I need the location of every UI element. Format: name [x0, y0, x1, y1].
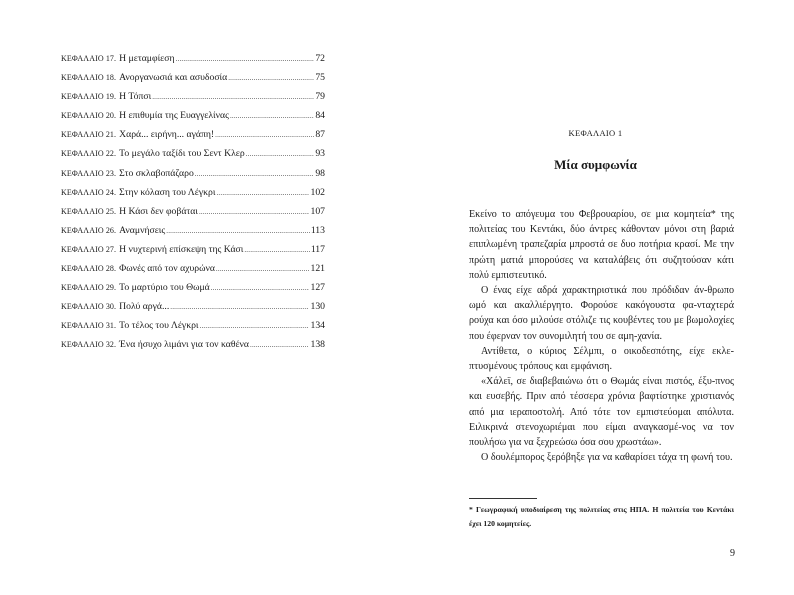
toc-chapter-title: Ανοργανωσιά και ασυδοσία: [119, 72, 228, 84]
toc-page-number: 72: [315, 53, 325, 64]
toc-chapter-title: Η νυχτερινή επίσκεψη της Κάσι: [119, 243, 244, 255]
toc-chapter-label: ΚΕΦΑΛΑΙΟ 23.: [61, 168, 117, 178]
toc-leader-dots: [195, 165, 315, 184]
toc-chapter-title: Το τέλος του Λέγκρι: [119, 320, 199, 332]
toc-leader-dots: [244, 241, 309, 260]
toc-entry: [61, 240, 325, 259]
toc-chapter-title: Η μεταμφίεση: [119, 53, 175, 64]
toc-entry: [61, 297, 325, 316]
toc-chapter-title: Η Τόπσι: [119, 91, 152, 103]
toc-chapter-label: ΚΕΦΑΛΑΙΟ 26.: [61, 225, 117, 235]
toc-page-number: 102: [310, 186, 325, 198]
toc-chapter-title: Πολύ αργά...: [119, 301, 170, 313]
toc-leader-dots: [228, 69, 314, 88]
toc-leader-dots: [246, 145, 315, 164]
toc-leader-dots: [230, 107, 314, 126]
table-of-contents: [61, 49, 325, 355]
toc-chapter-label: ΚΕΦΑΛΑΙΟ 18.: [61, 73, 117, 83]
page-number: 9: [730, 548, 735, 559]
toc-page-number: 121: [310, 263, 325, 275]
toc-leader-dots: [250, 336, 309, 355]
toc-leader-dots: [211, 279, 310, 298]
toc-chapter-label: ΚΕΦΑΛΑΙΟ 30.: [61, 302, 117, 312]
toc-chapter-label: ΚΕΦΑΛΑΙΟ 17.: [61, 54, 117, 63]
toc-page-number: 138: [310, 339, 325, 351]
toc-chapter-label: ΚΕΦΑΛΑΙΟ 19.: [61, 92, 117, 102]
toc-entry: [61, 335, 325, 354]
toc-chapter-title: Χαρά... ειρήνη... αγάπη!: [119, 129, 215, 141]
toc-page-number: 79: [315, 91, 325, 103]
toc-page-number: 117: [310, 243, 325, 255]
toc-chapter-label: ΚΕΦΑΛΑΙΟ 27.: [61, 244, 117, 254]
toc-entry: [61, 144, 325, 163]
toc-page-number: 93: [315, 148, 325, 160]
toc-chapter-label: ΚΕΦΑΛΑΙΟ 21.: [61, 130, 117, 140]
toc-leader-dots: [170, 298, 309, 317]
toc-leader-dots: [199, 203, 309, 222]
toc-chapter-label: ΚΕΦΑΛΑΙΟ 22.: [61, 149, 117, 159]
chapter-number: ΚΕΦΑΛΑΙΟ 1: [568, 128, 623, 138]
toc-chapter-label: ΚΕΦΑΛΑΙΟ 31.: [61, 321, 117, 331]
footnote: * Γεωγραφική υποδιαίρεση της πολιτείας στις ΗΠΑ. Η πολιτεία του Κεντάκι έχει 120 κομητείες.: [469, 505, 734, 528]
toc-chapter-title: Η Κάσι δεν φοβάται: [119, 205, 198, 217]
toc-leader-dots: [216, 260, 310, 279]
toc-chapter-title: Ένα ήσυχο λιμάνι για τον καθένα: [119, 339, 249, 351]
toc-entry: [61, 183, 325, 202]
toc-leader-dots: [216, 184, 309, 203]
chapter-title: Μία συμφωνία: [554, 157, 637, 172]
toc-page-number: 107: [310, 205, 325, 217]
toc-entry: [61, 87, 325, 106]
toc-chapter-title: Στην κόλαση του Λέγκρι: [119, 186, 216, 198]
toc-chapter-title: Φωνές από τον αχυρώνα: [119, 263, 215, 275]
toc-chapter-label: ΚΕΦΑΛΑΙΟ 20.: [61, 111, 117, 121]
toc-entry: [61, 68, 325, 87]
toc-chapter-label: ΚΕΦΑΛΑΙΟ 25.: [61, 206, 117, 216]
paragraph: Ο ένας είχε αδρά χαρακτηριστικά που πρόδιδαν άν-θρωπο ωμό και ακαλλιέργητο. Φορούσε κακόγουστα φα-νταχτερά ρούχα και όσο μιλούσε στόλιζε τις κουβέντες του με βωμολοχίες που έφερναν τον συνομιλητή του σε αμη-χανία.: [469, 285, 734, 342]
toc-entry: [61, 278, 325, 297]
toc-entry: [61, 164, 325, 183]
paragraph: Αντίθετα, ο κύριος Σέλμπι, ο οικοδεσπότης, είχε εκλε-πτυσμένους τρόπους και εμφάνιση.: [469, 345, 734, 373]
toc-chapter-label: ΚΕΦΑΛΑΙΟ 28.: [61, 264, 117, 274]
toc-chapter-title: Το μαρτύριο του Θωμά: [119, 282, 210, 294]
toc-entry: [61, 259, 325, 278]
toc-leader-dots: [176, 50, 315, 69]
toc-entry: [61, 125, 325, 144]
toc-page-number: 127: [310, 282, 325, 294]
toc-leader-dots: [166, 222, 310, 241]
toc-entry: [61, 316, 325, 335]
toc-chapter-label: ΚΕΦΑΛΑΙΟ 29.: [61, 283, 117, 293]
toc-page-number: 130: [310, 301, 325, 313]
toc-chapter-title: Στο σκλαβοπάζαρο: [119, 167, 194, 179]
toc-chapter-label: ΚΕΦΑΛΑΙΟ 24.: [61, 187, 117, 197]
toc-entry: [61, 106, 325, 125]
toc-leader-dots: [215, 126, 314, 145]
paragraph: Εκείνο το απόγευμα του Φεβρουαρίου, σε μια κομητεία* της πολιτείας του Κεντάκι, δύο άντρες κάθονταν μόνοι στη βαριά επιπλωμένη τραπεζαρία μπροστά σε δυο ποτήρια κρασί. Με την πρώτη ματιά μπορούσες να καταλάβεις ότι συζητούσαν κάτι πολύ εμπιστευτικό.: [469, 209, 734, 281]
toc-entry: [61, 202, 325, 221]
toc-chapter-title: Αναμνήσεις: [119, 224, 166, 236]
toc-page-number: 75: [315, 72, 325, 84]
toc-chapter-label: ΚΕΦΑΛΑΙΟ 32.: [61, 340, 117, 350]
paragraph: Ο δουλέμπορος ξερόβηξε για να καθαρίσει τάχα τη φωνή του.: [481, 452, 733, 464]
toc-page-number: 113: [310, 224, 325, 236]
toc-page-number: 134: [310, 320, 325, 332]
chapter-body: [469, 207, 734, 465]
toc-leader-dots: [200, 317, 310, 336]
toc-chapter-title: Το μεγάλο ταξίδι του Σεντ Κλερ: [119, 148, 245, 160]
paragraph: «Χάλεϊ, σε διαβεβαιώνω ότι ο Θωμάς είναι πιστός, έξυ-πνος και ευσεβής. Πριν από τέσσερα χρόνια βαφτίστηκε χριστιανός από μια ιεραποστολή. Από τότε τον εμπιστεύομαι απόλυτα. Ειλικρινά στενοχωριέμαι που είμαι αναγκασμέ-νος να τον πουλήσω για να ξεχρεώσω όσα σου χρωστάω».: [469, 376, 734, 449]
toc-chapter-title: Η επιθυμία της Ευαγγελίνας: [119, 110, 229, 122]
toc-entry: [61, 221, 325, 240]
toc-page-number: 98: [315, 167, 325, 179]
toc-leader-dots: [152, 88, 314, 107]
toc-entry: [61, 49, 325, 68]
right-page: [397, 0, 794, 595]
toc-page-number: 87: [315, 129, 325, 141]
toc-page-number: 84: [315, 110, 325, 122]
footnote-divider: [469, 498, 537, 499]
